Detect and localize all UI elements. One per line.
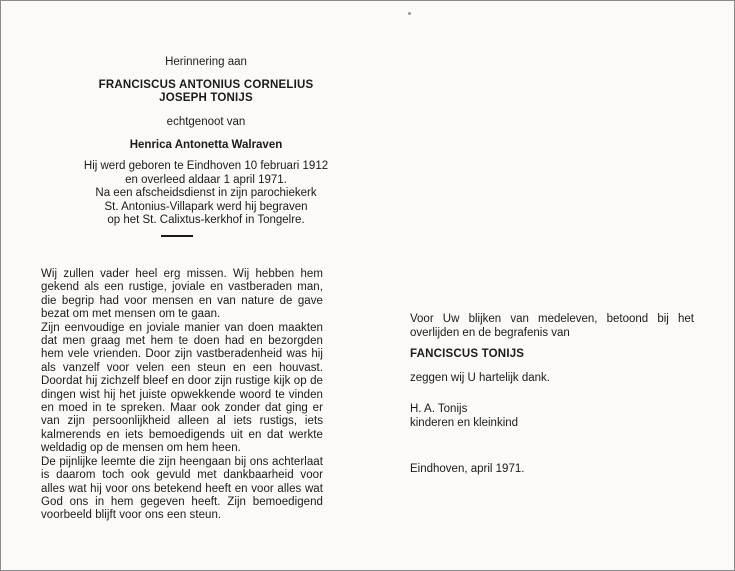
name-line-1: FRANCISCUS ANTONIUS CORNELIUS bbox=[98, 79, 314, 91]
family-line: kinderen en kleinkind bbox=[410, 417, 519, 429]
life-details bbox=[41, 160, 371, 228]
tribute-paragraph: De pijnlijke leemte die zijn heengaan bij ons achterlaat is daarom toch ook gevuld met dankbaarheid voor alles wat hij voor ons betekend heeft en voor alles wat God ons in hem gegeven heeft. Zijn bemoedigend voorbeeld blijft voor ons een steun. bbox=[41, 455, 323, 522]
name-line-2: JOSEPH TONIJS bbox=[159, 92, 253, 104]
left-page bbox=[1, 1, 368, 570]
card-heading: Herinnering aan bbox=[165, 56, 247, 68]
signer-name: H. A. Tonijs bbox=[410, 403, 468, 415]
divider-rule bbox=[161, 235, 193, 237]
details-line: Hij werd geboren te Eindhoven 10 februari 1912 bbox=[83, 160, 329, 172]
paper-speck bbox=[408, 12, 411, 15]
details-line: en overleed aldaar 1 april 1971. bbox=[125, 173, 287, 186]
tribute-paragraph: Wij zullen vader heel erg missen. Wij hebben hem gekend als een rustige, joviale en vastberaden man, die begrip had voor mensen en van nature de gave bezat om met mensen om te gaan. bbox=[41, 268, 323, 321]
deceased-full-name bbox=[41, 79, 371, 105]
details-line: Na een afscheidsdienst in zijn parochiekerk bbox=[95, 187, 317, 199]
right-page bbox=[368, 1, 734, 570]
details-line: St. Antonius-Villapark werd hij begraven bbox=[104, 200, 308, 213]
place-date: Eindhoven, april 1971. bbox=[410, 463, 525, 475]
gratitude-text: zeggen wij U hartelijk dank. bbox=[410, 372, 550, 384]
details-line: op het St. Calixtus-kerkhof in Tongelre. bbox=[107, 214, 305, 226]
spouse-label: echtgenoot van bbox=[166, 116, 246, 128]
tribute-paragraph: Zijn eenvoudige en joviale manier van doen maakten dat men graag met hem te doen had en bezorgden hem vele vrienden. Door zijn vastberadenheid was hij als vanzelf voor velen een steun en een houvast. Doordat hij zichzelf bleef en door zijn rustige kijk op de dingen wist hij het juiste opwekkende woord te vinden en moed in te spreken. Maar ook zonder dat ging er van zijn persoonlijkheid alleen al iets rustigs, iets kalmerends en iets bemoedigends uit en dat werkte weldadig op de mensen om hem heen. bbox=[41, 321, 323, 455]
spouse-name: Henrica Antonetta Walraven bbox=[129, 139, 283, 151]
thanks-text: Voor Uw blijken van medeleven, betoond bij het overlijden en de begrafenis van bbox=[410, 313, 694, 339]
deceased-short-name: FANCISCUS TONIJS bbox=[410, 348, 525, 360]
tribute-text bbox=[41, 268, 323, 523]
